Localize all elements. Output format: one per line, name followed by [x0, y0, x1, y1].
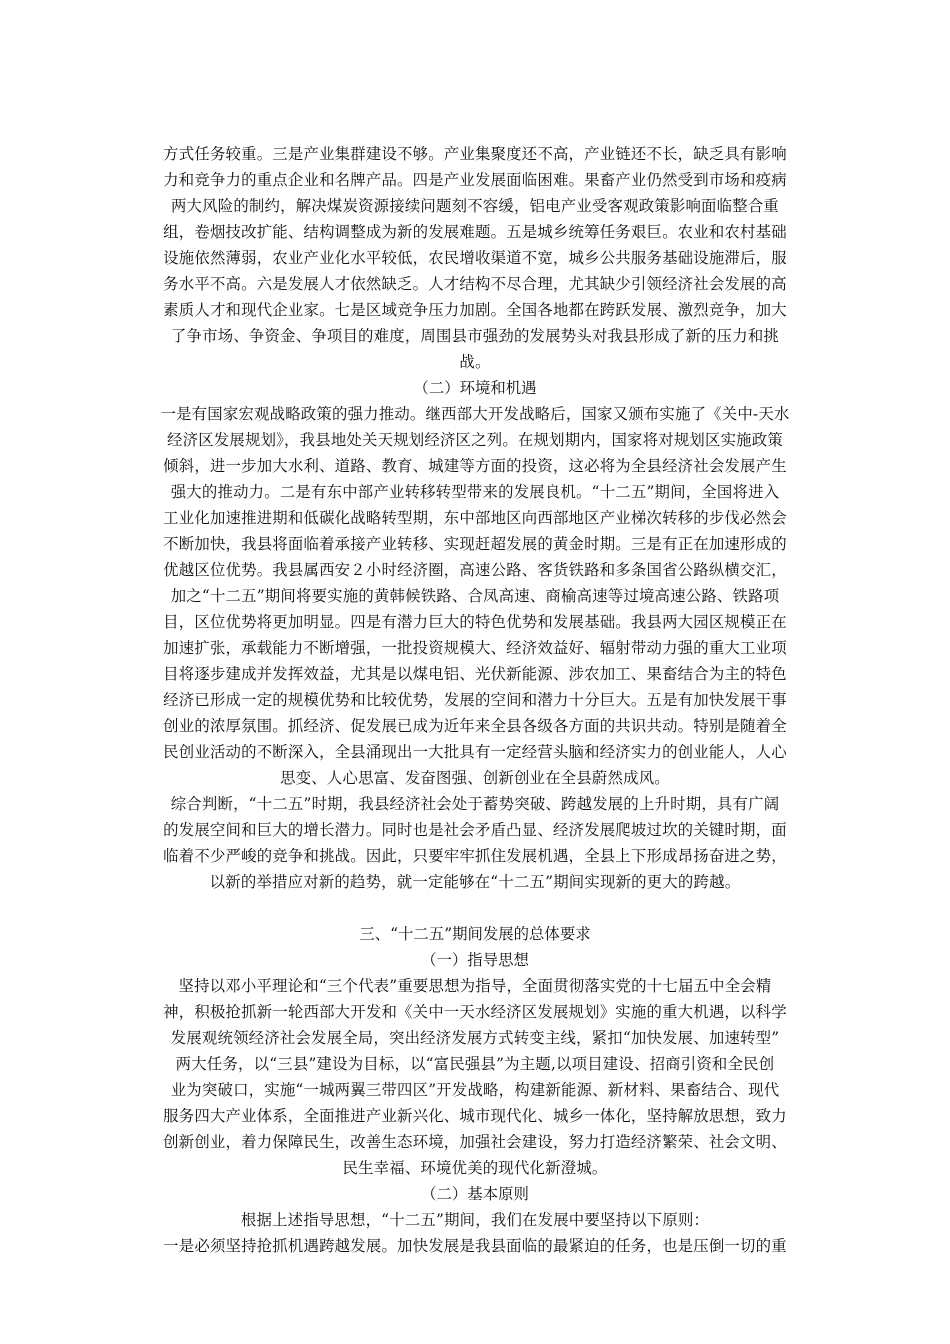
text-line: 优越区位优势。我县属西安２小时经济圈，高速公路、客货铁路和多条国省公路纵横交汇，	[163, 561, 787, 579]
text-line: 加之“十二五”期间将要实施的黄韩候铁路、合凤高速、商榆高速等过境高速公路、铁路项	[170, 587, 780, 605]
text-line: 以新的举措应对新的趋势，就一定能够在“十二五”期间实现新的更大的跨越。	[209, 873, 741, 891]
text-line: 组，卷烟技改扩能、结构调整成为新的发展难题。五是城乡统筹任务艰巨。农业和农村基础	[163, 223, 787, 241]
document-page	[150, 141, 800, 1259]
paragraph-challenges	[150, 141, 800, 375]
paragraph-guiding-ideology	[150, 973, 800, 1181]
text-line: 方式任务较重。三是产业集群建设不够。产业集聚度还不高，产业链还不长，缺乏具有影响	[163, 145, 787, 163]
paragraph-principles	[150, 1207, 800, 1259]
text-line: 神，积极抢抓新一轮西部大开发和《关中一天水经济区发展规划》实施的重大机遇，以科学	[163, 1003, 787, 1021]
heading-section-three: 三、“十二五”期间发展的总体要求	[359, 925, 591, 943]
text-line: 战。	[459, 353, 491, 371]
text-line: 目，区位优势将更加明显。四是有潜力巨大的特色优势和发展基础。我县两大园区规模正在	[163, 613, 787, 631]
text-line: 服务四大产业体系，全面推进产业新兴化、城市现代化、城乡一体化，坚持解放思想，致力	[163, 1107, 787, 1125]
text-line: 创业的浓厚氛围。抓经济、促发展已成为近年来全县各级各方面的共识共动。特别是随着全	[163, 717, 787, 735]
text-line: 两大风险的制约，解决煤炭资源接续问题刻不容缓，铝电产业受客观政策影响面临整合重	[170, 197, 780, 215]
text-line: 坚持以邓小平理论和“三个代表”重要思想为指导，全面贯彻落实党的十七届五中全会精	[178, 977, 772, 995]
text-line: 强大的推动力。二是有东中部产业转移转型带来的发展良机。“十二五”期间，全国将进入	[170, 483, 780, 501]
text-line: 创新创业，着力保障民生，改善生态环境，加强社会建设，努力打造经济繁荣、社会文明、	[163, 1133, 787, 1151]
text-line: 加速扩张，承载能力不断增强，一批投资规模大、经济效益好、辐射带动力强的重大工业项	[163, 639, 787, 657]
text-line: 了争市场、争资金、争项目的难度，周围县市强劲的发展势头对我县形成了新的压力和挑	[170, 327, 780, 345]
text-line: 不断加快，我县将面临着承接产业转移、实现赶超发展的黄金时期。三是有正在加速形成的	[163, 535, 787, 553]
paragraph-summary	[150, 791, 800, 895]
text-line: 务水平不高。六是发展人才依然缺乏。人才结构不尽合理，尤其缺少引领经济社会发展的高	[163, 275, 787, 293]
text-line: 综合判断，“十二五”时期，我县经济社会处于蓄势突破、跨越发展的上升时期，具有广阔	[170, 795, 780, 813]
text-line: 发展观统领经济社会发展全局，突出经济发展方式转变主线，紧扣“加快发展、加速转型”	[170, 1029, 780, 1047]
text-line: 经济已形成一定的规模优势和比较优势，发展的空间和潜力十分巨大。五是有加快发展干事	[163, 691, 787, 709]
heading-guiding-ideology: （一）指导思想	[421, 951, 529, 969]
text-line: 业为突破口，实施“一城两翼三带四区”开发战略，构建新能源、新材料、果畜结合、现代	[170, 1081, 780, 1099]
text-line: 民生幸福、环境优美的现代化新澄城。	[342, 1159, 608, 1177]
text-line: 一是有国家宏观战略政策的强力推动。继西部大开发战略后，国家又颁布实施了《关中-天水	[160, 405, 790, 423]
text-line: 的发展空间和巨大的增长潜力。同时也是社会矛盾凸显、经济发展爬坡过坎的关键时期，面	[163, 821, 787, 839]
text-line: 根据上述指导思想，“十二五”期间，我们在发展中要坚持以下原则：	[240, 1211, 710, 1229]
text-line: 一是必须坚持抢抓机遇跨越发展。加快发展是我县面临的最紧迫的任务，也是压倒一切的重	[163, 1237, 787, 1255]
text-line: 素质人才和现代企业家。七是区域竞争压力加剧。全国各地都在跨跃发展、激烈竞争，加大	[163, 301, 787, 319]
text-line: 两大任务，以“三县”建设为目标，以“富民强县”为主题,以项目建设、招商引资和全民创	[175, 1055, 775, 1073]
text-line: 目将逐步建成并发挥效益，尤其是以煤电铝、光伏新能源、涉农加工、果畜结合为主的特色	[163, 665, 787, 683]
text-line: 临着不少严峻的竞争和挑战。因此，只要牢牢抓住发展机遇，全县上下形成昂扬奋进之势，	[163, 847, 787, 865]
text-line: 设施依然薄弱，农业产业化水平较低，农民增收渠道不宽，城乡公共服务基础设施滞后，服	[163, 249, 787, 267]
heading-basic-principles: （二）基本原则	[421, 1185, 529, 1203]
text-line: 民创业活动的不断深入，全县涌现出一大批具有一定经营头脑和经济实力的创业能人，人心	[163, 743, 787, 761]
blank-line	[150, 895, 800, 921]
text-line: 倾斜，进一步加大水利、道路、教育、城建等方面的投资，这必将为全县经济社会发展产生	[163, 457, 787, 475]
paragraph-opportunities	[150, 401, 800, 791]
heading-environment: （二）环境和机遇	[413, 379, 537, 397]
text-line: 经济区发展规划》，我县地处关天规划经济区之列。在规划期内，国家将对规划区实施政策	[167, 431, 783, 449]
text-line: 工业化加速推进期和低碳化战略转型期，东中部地区向西部地区产业梯次转移的步伐必然会	[163, 509, 787, 527]
text-line: 思变、人心思富、发奋图强、创新创业在全县蔚然成风。	[280, 769, 670, 787]
text-line: 力和竞争力的重点企业和名牌产品。四是产业发展面临困难。果畜产业仍然受到市场和疫病	[163, 171, 787, 189]
